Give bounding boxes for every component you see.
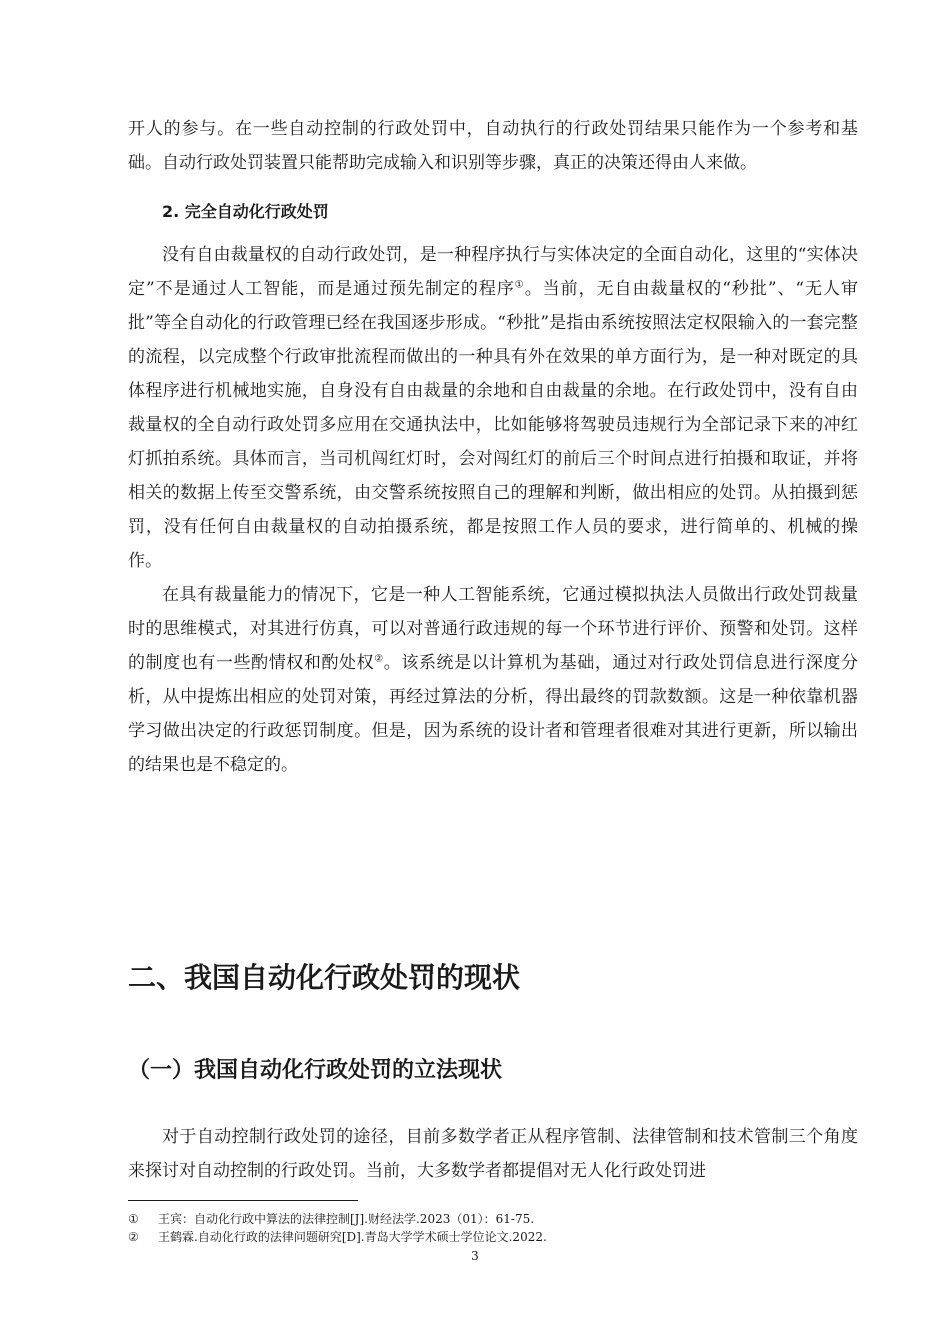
- paragraph-text: 。当前，无自由裁量权的“秒批”、“无人审批”等全自动化的行政管理已经在我国逐步形成。“秒批”是指由系统按照法定权限输入的一套完整的流程，以完成整个行政审批流程而做出的一种具有外在效果的单方面行为，是一种对既定的具体程序进行机械地实施，自身没有自由裁量的余地和自由裁量的余地。在行政处罚中，没有自由裁量权的全自动行政处罚多应用在交通执法中，比如能够将驾驶员违规行为全部记录下来的冲红灯抓拍系统。具体而言，当司机闯红灯时，会对闯红灯的前后三个时间点进行拍摄和取证，并将相关的数据上传至交警系统，由交警系统按照自己的理解和判断，做出相应的处罚。从拍摄到惩罚，没有任何自由裁量权的自动拍摄系统，都是按照工作人员的要求，进行简单的、机械的操作。: [128, 279, 858, 571]
- paragraph-legislation: 对于自动控制行政处罚的途径，目前多数学者正从程序管制、法律管制和技术管制三个角度来探讨对自动控制的行政处罚。当前，大多数学者都提倡对无人化行政处罚进: [128, 1127, 858, 1181]
- footnote-text: 王鹤霖.自动化行政的法律问题研究[D].青岛大学学术硕士学位论文.2022.: [158, 1230, 547, 1244]
- paragraph-no-discretion: [128, 238, 858, 578]
- footnote-text: 王宾：自动化行政中算法的法律控制[J].财经法学.2023（01）：61-75.: [158, 1212, 535, 1226]
- footnotes: [128, 1210, 858, 1246]
- footnote-1: [128, 1210, 858, 1228]
- footnote-ref-1[interactable]: ①: [514, 279, 525, 291]
- paragraph-continuation: 开人的参与。在一些自动控制的行政处罚中，自动执行的行政处罚结果只能作为一个参考和基础。自动行政处罚装置只能帮助完成输入和识别等步骤，真正的决策还得由人来做。: [128, 119, 858, 173]
- footnote-2: [128, 1228, 858, 1246]
- body-section-lower: [128, 1120, 858, 1188]
- footnote-ref-2[interactable]: ②: [374, 653, 384, 665]
- body-section-upper: [128, 112, 858, 782]
- paragraph-with-discretion: [128, 578, 858, 782]
- footnote-divider: [128, 1200, 358, 1201]
- section-heading: （一）我国自动化行政处罚的立法现状: [128, 1058, 503, 1083]
- paragraph-text: 在具有裁量能力的情况下，它是一种人工智能系统，它通过模拟执法人员做出行政处罚裁量时的思维模式，对其进行仿真，可以对普通行政违规的每一个环节进行评价、预警和处罚。这样的制度也有一些酌情权和酌处权: [128, 585, 858, 673]
- subheading-fully-automated: 2. 完全自动化行政处罚: [162, 202, 329, 221]
- paragraph-text: 没有自由裁量权的自动行政处罚，是一种程序执行与实体决定的全面自动化，这里的“实体决定”不是通过人工智能，而是通过预先制定的程序: [128, 245, 858, 299]
- footnote-mark: ①: [128, 1212, 139, 1226]
- paragraph-text: 。该系统是以计算机为基础，通过对行政处罚信息进行深度分析，从中提炼出相应的处罚对策，再经过算法的分析，得出最终的罚款数额。这是一种依靠机器学习做出决定的行政惩罚制度。但是，因为系统的设计者和管理者很难对其进行更新，所以输出的结果也是不稳定的。: [128, 653, 859, 775]
- page-number: 3: [471, 1249, 479, 1263]
- chapter-heading: 二、我国自动化行政处罚的现状: [128, 961, 521, 994]
- footnote-mark: ②: [128, 1230, 139, 1244]
